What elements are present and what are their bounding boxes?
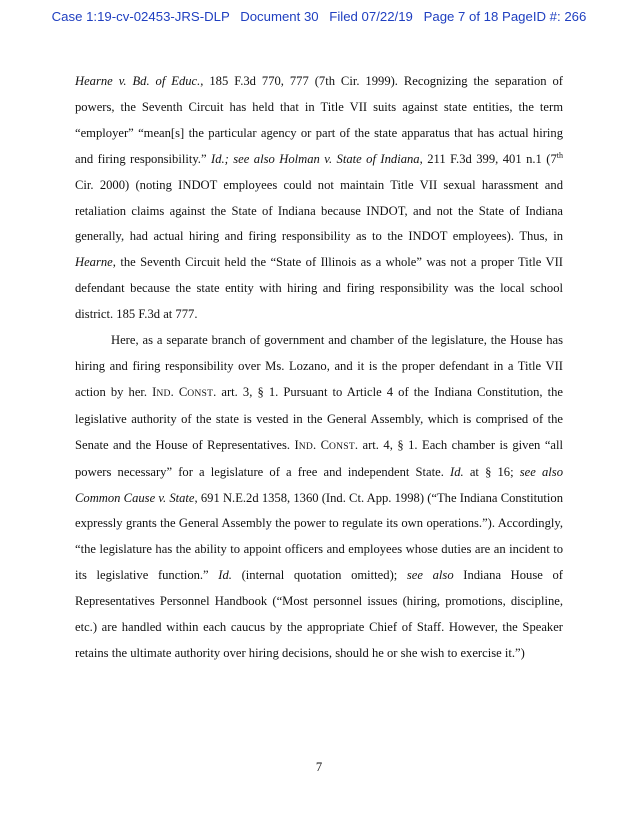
- filed-date: Filed 07/22/19: [329, 9, 413, 24]
- page-of-total: Page 7 of 18: [423, 9, 503, 24]
- text-run: . art. 4, § 1. Each chamber is given “all powers necessary” for a legislature of a free and independent State.: [75, 437, 563, 479]
- text-run: . art. 3, § 1. Pursuant to Article 4 of the Indiana Constitution, the legislative authority of the state is vested in the General Assembly, which is comprised of the Senate and the House of Representatives. I: [75, 384, 563, 452]
- text-run: ND: [156, 387, 171, 399]
- citation-text: Hearne v. Bd. of Educ.: [75, 74, 201, 88]
- citation-text: Id.; see also Holman v. State of Indiana: [211, 151, 420, 166]
- citation-text: Hearne: [75, 255, 113, 270]
- text-run: Indiana House of Representatives Personnel Handbook (“Most personnel issues (hiring, promotions, discipline, etc.) are handled within each caucus by the appropriate Chief of Staff. However, the Speaker retains the ultimate authority over hiring decisions, should he or she wish to exercise it.”): [75, 568, 563, 660]
- citation-text: Id.: [450, 464, 464, 479]
- text-run: . C: [170, 384, 188, 399]
- citation-text: see also: [406, 568, 454, 583]
- page-number: 7: [315, 760, 323, 774]
- body-paragraph: [75, 69, 563, 328]
- text-run: , 185 F.3d 770, 777 (7th Cir. 1999). Recognizing the separation of powers, the Seventh Circuit has held that in Title VII suits against state entities, the term “employer” “mean[s] the particular agency or part of the state apparatus that has actual hiring and firing responsibility.”: [75, 74, 563, 166]
- case-number: Case 1:19-cv-02453-JRS-DLP: [51, 9, 230, 24]
- text-run: , 211 F.3d 399, 401 n.1 (7: [419, 151, 557, 166]
- text-run: ND: [298, 440, 313, 452]
- text-run: . C: [313, 437, 330, 452]
- text-run: ONST: [329, 440, 355, 452]
- citation-text: Id.: [218, 568, 232, 583]
- body-paragraph: [75, 328, 563, 667]
- text-run: (internal quotation omitted);: [231, 568, 407, 583]
- citation-text: see also Common Cause v. State: [75, 464, 563, 505]
- text-run: Here, as a separate branch of government and chamber of the legislature, the House has hiring and firing responsibility over Ms. Lozano, and it is the proper defendant in a Title VII action by her. I: [75, 333, 563, 399]
- text-run: Cir. 2000) (noting INDOT employees could not maintain Title VII sexual harassment and retaliation claims against the State of Indiana because INDOT, and not the State of Indiana generally, had actual hiring and firing responsibility as to the INDOT employees). Thus, in: [75, 177, 563, 244]
- ecf-header: [0, 9, 638, 24]
- text-run: , the Seventh Circuit held the “State of Illinois as a whole” was not a proper Title VII defendant because the state entity with hiring and firing responsibility was the local school district. 185 F.3d at 777.: [75, 255, 563, 322]
- text-run: th: [556, 150, 563, 160]
- text-run: , 691 N.E.2d 1358, 1360 (Ind. Ct. App. 1998) (“The Indiana Constitution expressly grants the General Assembly the power to regulate its own operations.”). Accordingly, “the legislature has the ability to appoint officers and employees whose duties are an incident to its legislative function.”: [75, 490, 563, 583]
- text-run: at § 16;: [463, 464, 520, 479]
- document-number: Document 30: [240, 9, 319, 24]
- page-id: PageID #: 266: [502, 9, 587, 24]
- text-run: ONST: [187, 387, 214, 399]
- document-body: [75, 69, 563, 667]
